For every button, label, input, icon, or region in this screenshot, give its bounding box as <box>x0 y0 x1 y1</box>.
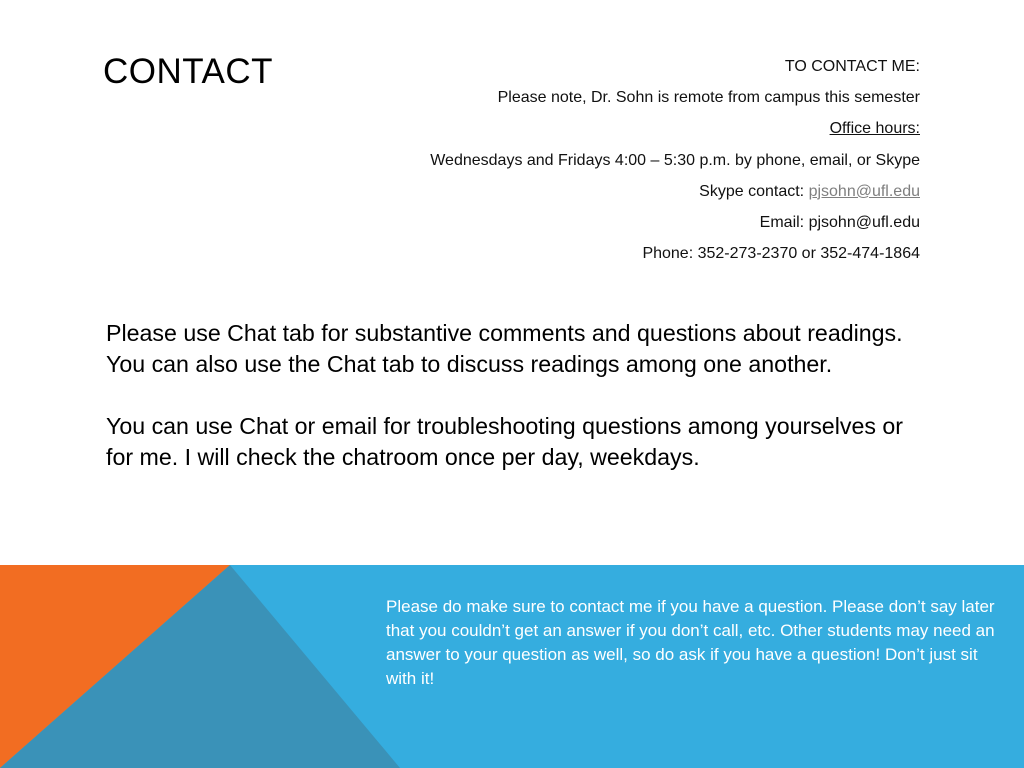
body-text <box>106 318 926 504</box>
office-hours: Wednesdays and Fridays 4:00 – 5:30 p.m. by phone, email, or Skype <box>430 151 920 169</box>
remote-note: Please note, Dr. Sohn is remote from campus this semester <box>497 89 920 107</box>
contact-info <box>320 56 920 274</box>
slide-title: CONTACT <box>103 52 274 91</box>
skype-link[interactable]: pjsohn@ufl.edu <box>808 182 920 200</box>
office-hours-label <box>320 118 920 149</box>
troubleshooting-paragraph: You can use Chat or email for troubleshooting questions among yourselves or for me. I will check the chatroom once per day, weekdays. <box>106 413 904 470</box>
footer-note: Please do make sure to contact me if you have a question. Please don’t say later that you couldn’t get an answer if you don’t call, etc. Other students may need an answer to your question as well, so do ask if you have a question! Don’t just sit with it! <box>386 597 995 688</box>
skype-label: Skype contact: <box>699 182 809 200</box>
contact-heading: TO CONTACT ME: <box>784 58 920 75</box>
chat-paragraph: Please use Chat tab for substantive comments and questions about readings. You can also use the Chat tab to discuss readings among one another. <box>106 320 903 377</box>
email-line: Email: pjsohn@ufl.edu <box>759 213 920 231</box>
skype-contact <box>320 181 920 212</box>
phone-line: Phone: 352-273-2370 or 352-474-1864 <box>642 245 920 263</box>
office-hours-label-text: Office hours: <box>829 120 920 138</box>
